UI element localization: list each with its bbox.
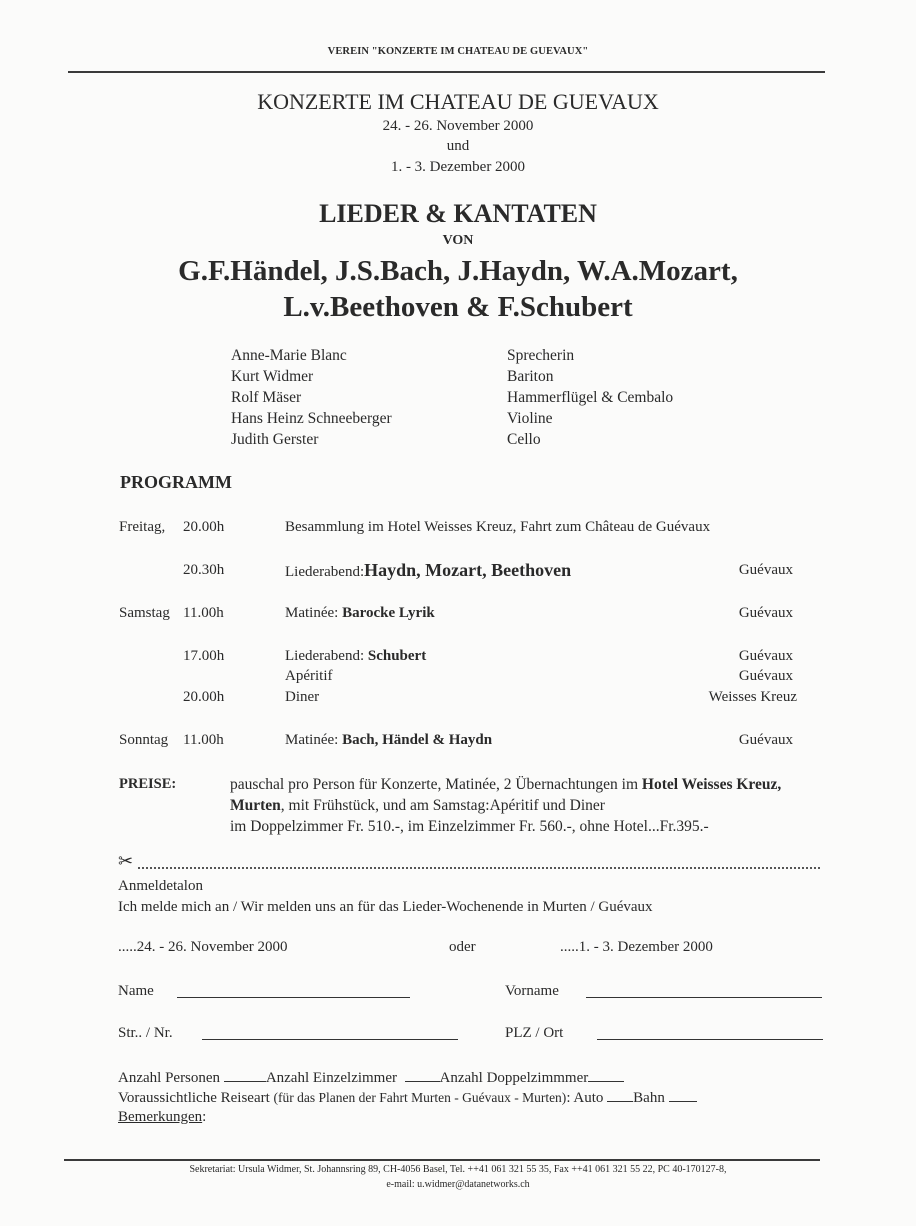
scissors-icon: ✂ [118, 851, 134, 871]
vorname-field[interactable] [586, 997, 822, 998]
preise-prices: im Doppelzimmer Fr. 510.-, im Einzelzimmer Fr. 560.-, ohne Hotel...Fr.395.- [230, 818, 709, 835]
programm-location: Guévaux [738, 732, 793, 748]
form-intro: Ich melde mich an / Wir melden uns an für das Lieder-Wochenende in Murten / Guévaux [118, 899, 653, 915]
programm-event [285, 560, 571, 581]
bahn-label: Bahn [633, 1090, 669, 1106]
programm-day: Samstag [119, 605, 170, 621]
headline-main: LIEDER & KANTATEN [319, 199, 597, 228]
performer-name: Anne-Marie Blanc [231, 347, 347, 364]
reiseart-row [118, 1088, 697, 1107]
programm-location: Guévaux [738, 605, 793, 621]
option-november[interactable]: .....24. - 26. November 2000 [118, 939, 288, 955]
anzahl-personen-field[interactable] [224, 1068, 266, 1082]
anzahl-doppel-field[interactable] [588, 1068, 624, 1082]
programm-location: Guévaux [738, 562, 793, 578]
footer-contact: Sekretariat: Ursula Widmer, St. Johannsring 89, CH-4056 Basel, Tel. ++41 061 321 55 35, Fax ++41 061 321 55 22, PC 40-170127-8, [189, 1164, 727, 1175]
programm-event [285, 605, 435, 622]
preise-text-1: pauschal pro Person für Konzerte, Matinée, 2 Übernachtungen im [230, 776, 642, 793]
reiseart-note: (für das Planen der Fahrt Murten - Guévaux - Murten) [273, 1090, 567, 1105]
event-title: Haydn, Mozart, Beethoven [364, 560, 572, 580]
cut-line [138, 867, 820, 869]
programm-time: 11.00h [183, 605, 224, 621]
event-type: Matinée: [285, 732, 343, 748]
preise-label: PREISE: [119, 776, 177, 792]
programm-location: Guévaux [738, 648, 793, 664]
performer-role: Hammerflügel & Cembalo [507, 389, 674, 406]
performer-role: Bariton [507, 368, 554, 385]
auto-label: : Auto [566, 1090, 608, 1106]
event-type: Liederabend: [285, 564, 365, 580]
performer-role: Sprecherin [507, 347, 575, 364]
performer-name: Kurt Widmer [231, 368, 314, 385]
document-title: KONZERTE IM CHATEAU DE GUEVAUX [257, 89, 659, 114]
performer-name: Hans Heinz Schneeberger [231, 410, 392, 427]
bemerkungen-colon: : [202, 1109, 207, 1125]
date-range-1: 24. - 26. November 2000 [382, 118, 534, 134]
performer-role: Violine [507, 410, 553, 427]
anzahl-personen-label: Anzahl Personen [118, 1070, 221, 1086]
composers-line-1: G.F.Händel, J.S.Bach, J.Haydn, W.A.Mozart, [178, 255, 738, 287]
programm-time: 20.30h [183, 562, 225, 578]
bahn-field[interactable] [669, 1088, 697, 1102]
option-dezember[interactable]: .....1. - 3. Dezember 2000 [560, 939, 713, 955]
programm-event [285, 648, 426, 665]
performer-names [231, 345, 392, 450]
plz-ort-field[interactable] [597, 1039, 823, 1040]
headline-von: VON [442, 233, 474, 248]
composers-line-2: L.v.Beethoven & F.Schubert [283, 291, 633, 323]
event-type: Matinée: [285, 605, 343, 621]
programm-location: Guévaux [738, 668, 793, 684]
programm-time: 11.00h [183, 732, 224, 748]
option-or: oder [449, 939, 476, 955]
programm-event: Besammlung im Hotel Weisses Kreuz, Fahrt zum Château de Guévaux [285, 519, 711, 535]
programm-day: Sonntag [119, 732, 169, 748]
name-field[interactable] [177, 997, 410, 998]
plz-ort-label: PLZ / Ort [505, 1025, 564, 1041]
anzahl-einzel-field[interactable] [405, 1068, 440, 1082]
programm-time: 17.00h [183, 648, 225, 664]
preise-text [230, 774, 810, 837]
bemerkungen-label: Bemerkungen [118, 1109, 203, 1125]
programm-time: 20.00h [183, 689, 225, 705]
programm-day: Freitag, [119, 519, 166, 535]
street-label: Str.. / Nr. [118, 1025, 173, 1041]
header-divider [68, 71, 825, 73]
footer-divider [64, 1159, 820, 1161]
bemerkungen-row [118, 1109, 206, 1126]
preise-text-2: , mit Frühstück, und am Samstag:Apéritif und Diner [280, 797, 605, 814]
programm-location: Weisses Kreuz [708, 689, 797, 705]
event-title: Barocke Lyrik [342, 605, 435, 621]
street-field[interactable] [202, 1039, 458, 1040]
date-conjunction: und [446, 138, 470, 154]
date-range-2: 1. - 3. Dezember 2000 [390, 159, 526, 175]
preise-hotel: Hotel Weisses Kreuz, Murten [230, 776, 782, 814]
performer-name: Rolf Mäser [231, 389, 302, 406]
event-type: Liederabend: [285, 648, 368, 664]
auto-field[interactable] [607, 1088, 633, 1102]
anzahl-doppel-label: Anzahl Doppelzimmmer [439, 1070, 589, 1086]
performer-roles [507, 345, 673, 450]
programm-time: 20.00h [183, 519, 225, 535]
programm-event [285, 732, 492, 749]
anzahl-row [118, 1068, 624, 1087]
vorname-label: Vorname [505, 983, 559, 999]
programm-heading: PROGRAMM [120, 472, 232, 492]
reiseart-label: Voraussichtliche Reiseart [118, 1090, 274, 1106]
performer-name: Judith Gerster [231, 431, 319, 448]
programm-event: Diner [285, 689, 320, 705]
performer-role: Cello [507, 431, 541, 448]
form-title: Anmeldetalon [118, 878, 203, 894]
event-title: Bach, Händel & Haydn [342, 732, 493, 748]
event-title: Schubert [367, 648, 427, 664]
organization-name: VEREIN "KONZERTE IM CHATEAU DE GUEVAUX" [327, 46, 589, 57]
name-label: Name [118, 983, 154, 999]
programm-event: Apéritif [285, 668, 333, 684]
footer-email[interactable]: e-mail: u.widmer@datanetworks.ch [386, 1179, 530, 1190]
anzahl-einzel-label: Anzahl Einzelzimmer [265, 1070, 398, 1086]
